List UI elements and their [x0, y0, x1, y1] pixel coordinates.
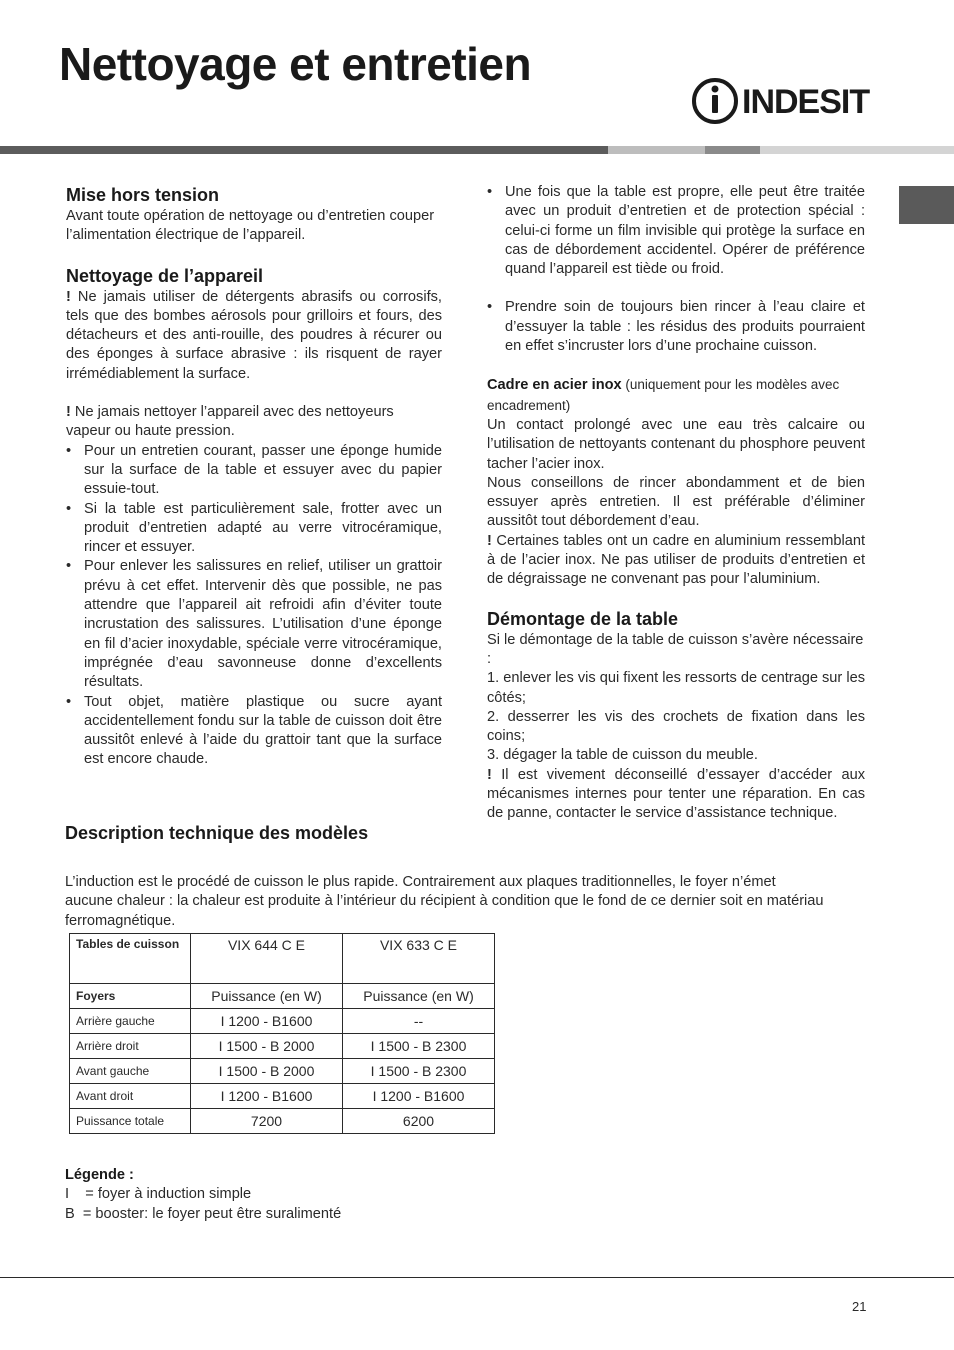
power-value: I 1200 - B1600 [343, 1084, 495, 1109]
page-title: Nettoyage et entretien [59, 38, 532, 90]
list-item: • Pour enlever les salissures en relief, utiliser un grattoir prévu à cet effet. Intervenir dès que possible, ne pas attendre que l’appareil ait refroidi afin d’éviter toute incrustation des salissures. L’utilisation d’une éponge en fil d’acier inoxydable, spéciale verre vitrocéramique, imprégnée d’eau savonneuse donne d’excellents résultats. [66, 557, 442, 692]
footer-divider [0, 1277, 954, 1278]
list-item: • Une fois que la table est propre, elle peut être traitée avec un produit d’entretien et de protection spécial : celui-ci forme un film invisible qui protège la surface en cas de débordement accidentel. Opérer de préférence quand l’appareil est tiède ou froid. [487, 183, 865, 279]
warning-mark: ! [66, 404, 71, 421]
model-name: VIX 644 C E [191, 934, 343, 984]
warning-mark: ! [487, 766, 492, 783]
indesit-logo-icon [690, 76, 740, 126]
zone-label: Puissance totale [70, 1109, 191, 1134]
zone-label: Arrière droit [70, 1034, 191, 1059]
cleaning-list-continued [487, 183, 865, 356]
table-row [70, 1059, 495, 1084]
header-bar-segment [0, 146, 608, 154]
section-title-dismantling: Démontage de la table [487, 608, 679, 629]
table-row [70, 1084, 495, 1109]
power-value: I 1200 - B1600 [191, 1009, 343, 1034]
table-row [70, 934, 495, 984]
zone-label: Avant droit [70, 1084, 191, 1109]
warning-abrasives [66, 288, 442, 384]
legend-item: I = foyer à induction simple [65, 1186, 252, 1203]
power-value: I 1500 - B 2300 [343, 1034, 495, 1059]
section-title-power-off: Mise hors tension [66, 185, 220, 205]
table-row [70, 1009, 495, 1034]
list-item: • Pour un entretien courant, passer une éponge humide sur la surface de la table et essuyer avec du papier essuie-tout. [66, 442, 442, 500]
table-row [70, 1109, 495, 1134]
warning-abrasives-text: Ne jamais utiliser de détergents abrasifs ou corrosifs, tels que des bombes aérosols pour grilloirs et fours, des détacheurs et des anti-rouille, des poudres à récurer ou des éponges à surface abrasive : ils risquent de rayer irrémédiablement la surface. [66, 288, 442, 382]
power-header: Puissance (en W) [191, 984, 343, 1009]
inox-heading [487, 375, 865, 416]
side-tab [899, 186, 954, 224]
inox-paragraph-1: Un contact prolongé avec une eau très calcaire ou l’utilisation de nettoyants contenant du phosphore peuvent tacher l’acier inox. [487, 416, 865, 472]
warning-mark: ! [487, 532, 492, 549]
header-bar-segment [760, 146, 954, 154]
table-head-label: Tables de cuisson [70, 934, 191, 984]
header-bar [0, 146, 954, 154]
table-row [70, 984, 495, 1009]
inox-warning [487, 532, 865, 590]
inox-title: Cadre en acier inox [487, 377, 622, 394]
technical-intro: L’induction est le procédé de cuisson le plus rapide. Contrairement aux plaques traditionnelles, le foyer n’émet aucune chaleur : la chaleur est produite à l’intérieur du récipient à condition que le fond de ce dernier soit en matériau ferromagnétique. [65, 874, 824, 929]
right-column [487, 183, 865, 824]
power-value: I 1500 - B 2000 [191, 1059, 343, 1084]
dismantling-intro: Si le démontage de la table de cuisson s’avère nécessaire : [487, 631, 864, 667]
power-total: 6200 [343, 1109, 495, 1134]
cleaning-list [66, 442, 442, 770]
header-bar-segment [705, 146, 760, 154]
power-value: -- [343, 1009, 495, 1034]
page-number: 21 [852, 1299, 867, 1314]
power-value: I 1500 - B 2300 [343, 1059, 495, 1084]
brand-name: INDESIT [742, 83, 870, 121]
list-item: • Si la table est particulièrement sale, frotter avec un produit d’entretien adapté au verre vitrocéramique, rincer et essuyer. [66, 500, 442, 558]
section-title-technical: Description technique des modèles [65, 823, 369, 843]
left-column [66, 183, 442, 770]
inox-warning-text: Certaines tables ont un cadre en aluminium ressemblant à de l’acier inox. Ne pas utiliser de produits d’entretien et de dégraissage ne convenant pas pour l’aluminium. [487, 532, 865, 588]
legend-item: B = booster: le foyer peut être suralimenté [65, 1205, 342, 1222]
power-value: I 1500 - B 2000 [191, 1034, 343, 1059]
power-value: I 1200 - B1600 [191, 1084, 343, 1109]
section-title-cleaning: Nettoyage de l’appareil [66, 265, 264, 286]
list-item: • Prendre soin de toujours bien rincer à l’eau claire et d’essuyer la table : les résidus des produits pourraient en effet s’incruster lors d’une prochaine cuisson. [487, 298, 865, 356]
power-header: Puissance (en W) [343, 984, 495, 1009]
inox-subtitle: (uniquement pour les modèles avec encadrement) [487, 377, 840, 413]
power-total: 7200 [191, 1109, 343, 1134]
header-bar-segment [608, 146, 705, 154]
dismantling-step: 2. desserrer les vis des crochets de fixation dans les coins; [487, 708, 865, 745]
power-off-text: Avant toute opération de nettoyage ou d’entretien couper l’alimentation électrique de l’appareil. [66, 208, 435, 244]
spec-table [69, 933, 495, 1134]
table-row [70, 1034, 495, 1059]
warning-steam-text: Ne jamais nettoyer l’appareil avec des nettoyeurs vapeur ou haute pression. [66, 404, 394, 440]
dismantling-step: 1. enlever les vis qui fixent les ressorts de centrage sur les côtés; [487, 670, 865, 706]
dismantling-warning [487, 766, 865, 824]
warning-steam [66, 403, 442, 442]
model-name: VIX 633 C E [343, 934, 495, 984]
foyers-label: Foyers [70, 984, 191, 1009]
list-item: • Tout objet, matière plastique ou sucre ayant accidentellement fondu sur la table de cuisson doit être aussitôt enlevé à l’aide du grattoir tant que la surface est encore chaude. [66, 693, 442, 770]
zone-label: Avant gauche [70, 1059, 191, 1084]
brand-logo [690, 76, 870, 126]
zone-label: Arrière gauche [70, 1009, 191, 1034]
legend-title: Légende : [65, 1167, 134, 1183]
warning-mark: ! [66, 288, 71, 305]
dismantling-step: 3. dégager la table de cuisson du meuble. [487, 747, 758, 764]
legend [65, 1166, 341, 1224]
inox-paragraph-2: Nous conseillons de rincer abondamment et de bien essuyer après entretien. Il est préférable d’éliminer aussitôt tout débordement d’eau. [487, 474, 865, 530]
dismantling-warning-text: Il est vivement déconseillé d’essayer d’accéder aux mécanismes internes pour tenter une réparation. En cas de panne, contacter le service d’assistance technique. [487, 766, 865, 822]
